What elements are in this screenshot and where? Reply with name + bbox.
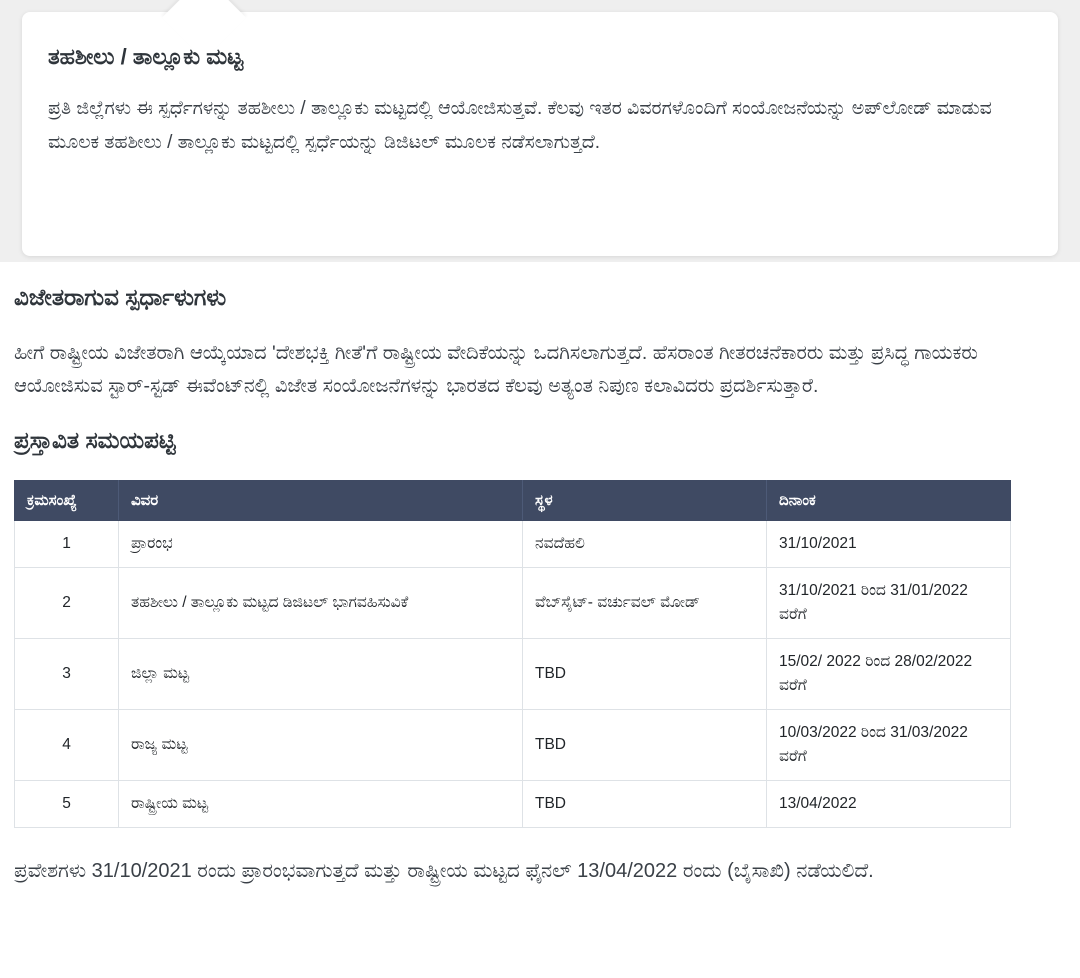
cell-serial: 5 — [15, 781, 119, 828]
cell-serial: 2 — [15, 568, 119, 639]
cell-place: TBD — [523, 781, 767, 828]
column-header-date: ದಿನಾಂಕ — [767, 481, 1011, 521]
cell-details: ತಹಶೀಲು / ತಾಲ್ಲೂಕು ಮಟ್ಟದ ಡಿಜಿಟಲ್ ಭಾಗವಹಿಸುವಿಕೆ — [119, 568, 523, 639]
top-gray-band — [0, 0, 1080, 262]
cell-place: TBD — [523, 710, 767, 781]
column-header-serial: ಕ್ರಮಸಂಖ್ಯೆ — [15, 481, 119, 521]
cell-place: TBD — [523, 639, 767, 710]
cell-place: ನವದೆಹಲಿ — [523, 521, 767, 568]
column-header-details: ವಿವರ — [119, 481, 523, 521]
schedule-table-header — [15, 481, 1011, 521]
cell-details: ರಾಜ್ಯ ಮಟ್ಟ — [119, 710, 523, 781]
table-row — [15, 781, 1011, 828]
column-header-place: ಸ್ಥಳ — [523, 481, 767, 521]
cell-place: ವೆಬ್‌ಸೈಟ್- ವರ್ಚುವಲ್ ಮೋಡ್ — [523, 568, 767, 639]
cell-date: 10/03/2022 ರಿಂದ 31/03/2022 ವರೆಗೆ — [767, 710, 1011, 781]
card-paragraph: ಪ್ರತಿ ಜಿಲ್ಲೆಗಳು ಈ ಸ್ಪರ್ಧೆಗಳನ್ನು ತಹಶೀಲು / ತಾಲ್ಲೂಕು ಮಟ್ಟದಲ್ಲಿ ಆಯೋಜಿಸುತ್ತವೆ. ಕೆಲವು ಇತರ ವಿವರಗಳೊಂದಿಗೆ ಸಂಯೋಜನೆಯನ್ನು ಅಪ್‌ಲೋಡ್ ಮಾಡುವ ಮೂಲಕ ತಹಶೀಲು / ತಾಲ್ಲೂಕು ಮಟ್ಟದಲ್ಲಿ ಸ್ಪರ್ಧೆಯನ್ನು ಡಿಜಿಟಲ್ ಮೂಲಕ ನಡೆಸಲಾಗುತ್ತದೆ. — [48, 98, 992, 153]
cell-date: 15/02/ 2022 ರಿಂದ 28/02/2022 ವರೆಗೆ — [767, 639, 1011, 710]
cell-details: ಪ್ರಾರಂಭ — [119, 521, 523, 568]
cell-date: 31/10/2021 ರಿಂದ 31/01/2022 ವರೆಗೆ — [767, 568, 1011, 639]
entries-dates-paragraph: ಪ್ರವೇಶಗಳು 31/10/2021 ರಂದು ಪ್ರಾರಂಭವಾಗುತ್ತದೆ ಮತ್ತು ರಾಷ್ಟ್ರೀಯ ಮಟ್ಟದ ಫೈನಲ್ 13/04/2022 ರಂದು (ಬೈಸಾಖಿ) ನಡೆಯಲಿದೆ. — [14, 860, 874, 882]
cell-serial: 3 — [15, 639, 119, 710]
schedule-table — [14, 480, 1011, 828]
schedule-section-title: ಪ್ರಸ್ತಾವಿತ ಸಮಯಪಟ್ಟಿ — [14, 427, 176, 453]
winners-section-title: ವಿಜೇತರಾಗುವ ಸ್ಪರ್ಧಾಳುಗಳು — [14, 284, 227, 310]
cell-details: ಜಿಲ್ಲಾ ಮಟ್ಟ — [119, 639, 523, 710]
cell-details: ರಾಷ್ಟ್ರೀಯ ಮಟ್ಟ — [119, 781, 523, 828]
cell-date: 13/04/2022 — [767, 781, 1011, 828]
table-row — [15, 568, 1011, 639]
cell-serial: 4 — [15, 710, 119, 781]
tahsil-level-card — [22, 12, 1058, 256]
card-title: ತಹಶೀಲು / ತಾಲ್ಲೂಕು ಮಟ್ಟ — [48, 44, 244, 69]
winners-section-paragraph: ಹೀಗೆ ರಾಷ್ಟ್ರೀಯ ವಿಜೇತರಾಗಿ ಆಯ್ಕೆಯಾದ 'ದೇಶಭಕ್ತಿ ಗೀತೆ'ಗೆ ರಾಷ್ಟ್ರೀಯ ವೇದಿಕೆಯನ್ನು ಒದಗಿಸಲಾಗುತ್ತದೆ. ಹೆಸರಾಂತ ಗೀತರಚನೆಕಾರರು ಮತ್ತು ಪ್ರಸಿದ್ಧ ಗಾಯಕರು ಆಯೋಜಿಸುವ ಸ್ಟಾರ್-ಸ್ಟಡ್ ಈವೆಂಟ್‌ನಲ್ಲಿ ವಿಜೇತ ಸಂಯೋಜನೆಗಳನ್ನು ಭಾರತದ ಕೆಲವು ಅತ್ಯಂತ ನಿಪುಣ ಕಲಾವಿದರು ಪ್ರದರ್ಶಿಸುತ್ತಾರೆ. — [14, 342, 978, 397]
table-row — [15, 710, 1011, 781]
table-row — [15, 521, 1011, 568]
table-row — [15, 639, 1011, 710]
table-header-row — [15, 481, 1011, 521]
cell-serial: 1 — [15, 521, 119, 568]
cell-date: 31/10/2021 — [767, 521, 1011, 568]
main-content — [0, 284, 1080, 888]
